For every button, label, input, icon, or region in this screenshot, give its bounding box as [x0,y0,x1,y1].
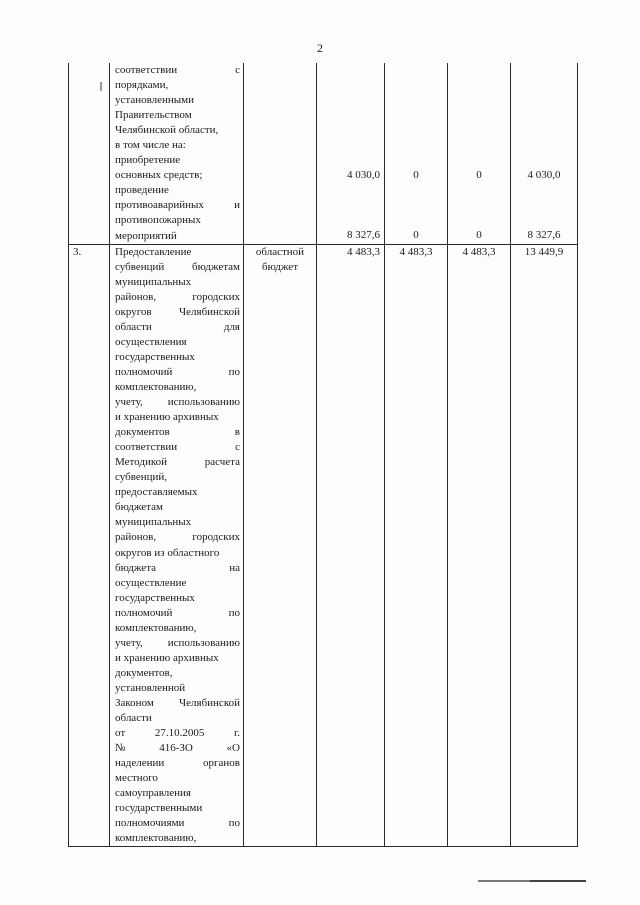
description-line: в том числе на: [115,139,186,152]
description-line: от 27.10.2005 г. [115,727,240,740]
value-cell: 4 483,3 [448,244,511,847]
description-line: муниципальных [115,516,192,529]
description-line: соответствии с [115,441,240,454]
table-row [69,63,578,244]
value-cell: 13 449,9 [511,244,578,847]
value-cell: 0 0 [385,63,448,244]
description-line: приобретение [115,154,181,167]
page-number: 2 [317,41,323,55]
description-line: мероприятий [115,229,177,242]
description-line: полномочий по [115,606,240,619]
description-line: муниципальных [115,275,192,288]
description-line: государственными [115,802,203,815]
footer-line [530,880,586,882]
description-line: противоаварийных и [115,199,240,212]
description-line: учету, использованию [115,396,240,409]
description-line: осуществление [115,576,187,589]
description-line: предоставляемых [115,486,198,499]
value-cell: 4 483,3 [385,244,448,847]
description-line: документов, [115,666,173,679]
value-cell: 0 0 [448,63,511,244]
description-line: противопожарных [115,214,201,227]
description-line: комплектованию, [115,380,197,393]
description-line: и хранению архивных [115,411,219,424]
value-cell: 4 483,3 [317,244,385,847]
description-line: местного [115,772,158,785]
description-line: комплектованию, [115,621,197,634]
source-cell: областной бюджет [244,244,317,847]
description-line: области [115,712,152,725]
description-line: и хранению архивных [115,651,219,664]
description-line: субвенций, [115,471,167,484]
description-cell [110,244,244,847]
description-line: бюджета на [115,561,240,574]
description-line: Предоставление [115,245,192,258]
description-line: Методикой расчета [115,456,240,469]
description-line: наделении органов [115,757,240,770]
description-line: округов Челябинской [115,305,240,318]
description-line: установленной [115,681,186,694]
description-line: учету, использованию [115,636,240,649]
description-line: районов, городских [115,290,240,303]
description-line: соответствии с [115,64,240,76]
description-line: комплектованию, [115,832,197,845]
description-line: Законом Челябинской [115,696,240,709]
description-line: Челябинской области, [115,124,219,137]
description-line: бюджетам [115,501,163,514]
value-cell: 4 030,0 8 327,6 [511,63,578,244]
row-number-cell [69,63,110,244]
description-line: государственных [115,350,195,363]
description-line: проведение [115,184,169,197]
description-line: документов в [115,426,240,439]
description-cell [110,63,244,244]
description-line: субвенций бюджетам [115,260,240,273]
description-line: самоуправления [115,787,191,800]
description-line: государственных [115,591,195,604]
row-number-cell: 3. [69,244,110,847]
table-row [69,244,578,847]
description-line: осуществления [115,335,187,348]
description-line: области для [115,320,240,333]
description-line: основных средств; [115,169,203,182]
description-line: полномочиями по [115,817,240,830]
source-cell [244,63,317,244]
description-line: Правительством [115,109,192,122]
budget-table [68,63,578,847]
value-cell: 4 030,0 8 327,6 [317,63,385,244]
description-line: округов из областного [115,546,220,559]
description-line: № 416-ЗО «О [115,742,240,755]
description-line: порядками, [115,79,169,92]
description-line: районов, городских [115,531,240,544]
description-line: установленными [115,94,195,107]
description-line: полномочий по [115,365,240,378]
